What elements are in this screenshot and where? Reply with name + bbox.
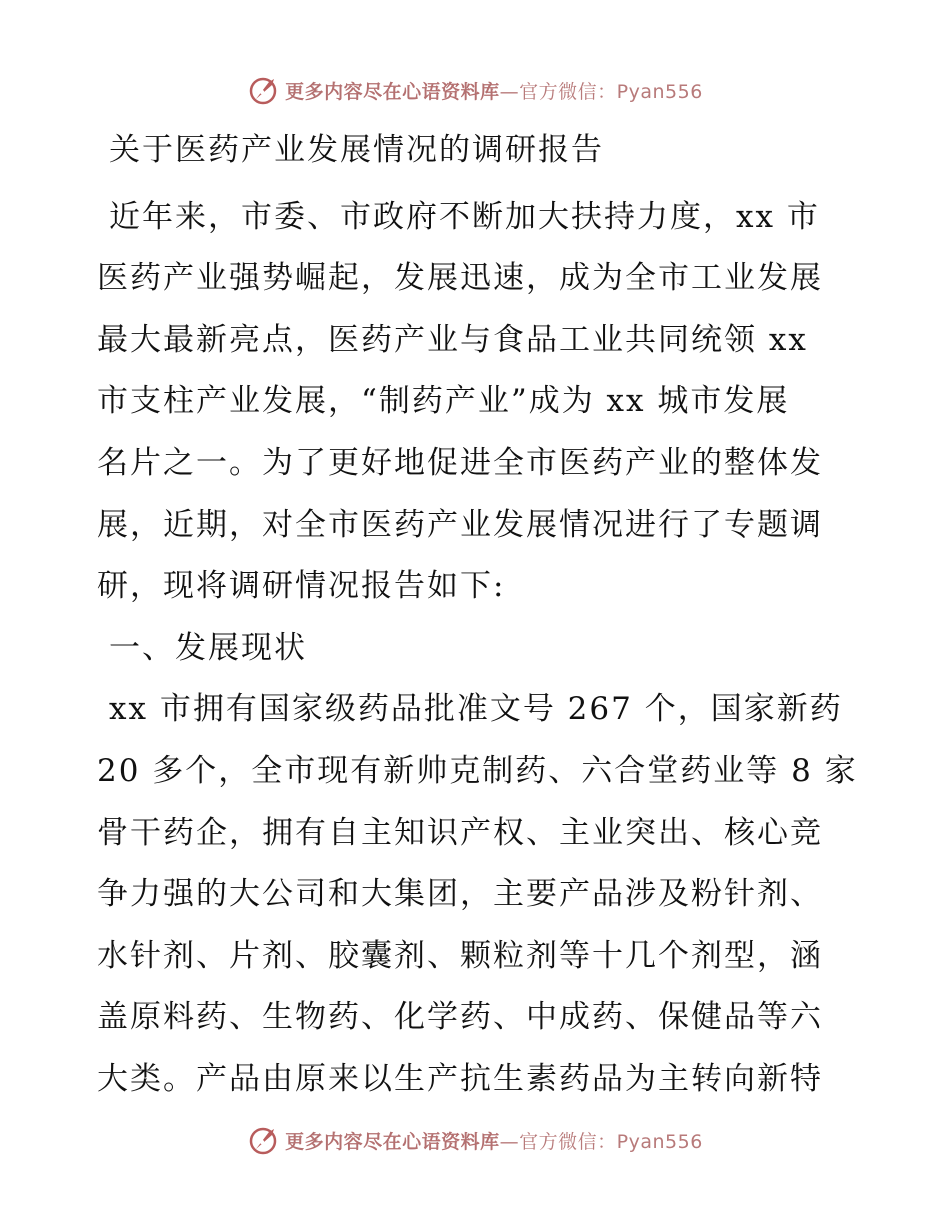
paragraph-line: 市支柱产业发展，“制药产业”成为 xx 城市发展 <box>97 383 790 420</box>
paragraph-line: 盖原料药、生物药、化学药、中成药、保健品等六 <box>97 999 823 1036</box>
watermark-text <box>285 1127 703 1154</box>
paragraph-line: 大类。产品由原来以生产抗生素药品为主转向新特 <box>97 1060 823 1097</box>
pen-nib-circle-icon <box>247 1123 281 1157</box>
watermark-separator: — <box>499 1130 520 1153</box>
paragraph-line: 水针剂、片剂、胶囊剂、颗粒剂等十几个剂型，涵 <box>97 937 823 974</box>
paragraph-line: 争力强的大公司和大集团，主要产品涉及粉针剂、 <box>97 876 823 913</box>
watermark-text <box>285 77 703 104</box>
paragraph-line: xx 市拥有国家级药品批准文号 267 个，国家新药 <box>109 691 843 728</box>
watermark-contact: 官方微信：Pyan556 <box>519 1130 703 1153</box>
watermark-header <box>0 70 950 110</box>
paragraph-line: 20 多个，全市现有新帅克制药、六合堂药业等 8 家 <box>97 752 858 789</box>
watermark-footer <box>0 1120 950 1160</box>
paragraph-line: 名片之一。为了更好地促进全市医药产业的整体发 <box>97 444 823 481</box>
document-title: 关于医药产业发展情况的调研报告 <box>109 132 604 168</box>
pen-nib-circle-icon <box>247 73 281 107</box>
paragraph-line: 近年来，市委、市政府不断加大扶持力度，xx 市 <box>109 198 820 235</box>
intro-paragraph <box>97 187 857 618</box>
watermark-contact: 官方微信：Pyan556 <box>519 80 703 103</box>
paragraph-line: 展，近期，对全市医药产业发展情况进行了专题调 <box>97 506 823 543</box>
section1-paragraph <box>97 679 857 1110</box>
watermark-separator: — <box>499 80 520 103</box>
watermark-main-text: 更多内容尽在心语资料库 <box>285 80 500 103</box>
paragraph-line: 最大最新亮点，医药产业与食品工业共同统领 xx <box>97 321 808 358</box>
section-heading: 一、发展现状 <box>109 629 307 666</box>
paragraph-line: 医药产业强势崛起，发展迅速，成为全市工业发展 <box>97 260 823 297</box>
paragraph-line: 骨干药企，拥有自主知识产权、主业突出、核心竞 <box>97 814 823 851</box>
paragraph-line: 研，现将调研情况报告如下: <box>97 568 506 605</box>
watermark-main-text: 更多内容尽在心语资料库 <box>285 1130 500 1153</box>
document-body <box>97 120 857 1111</box>
